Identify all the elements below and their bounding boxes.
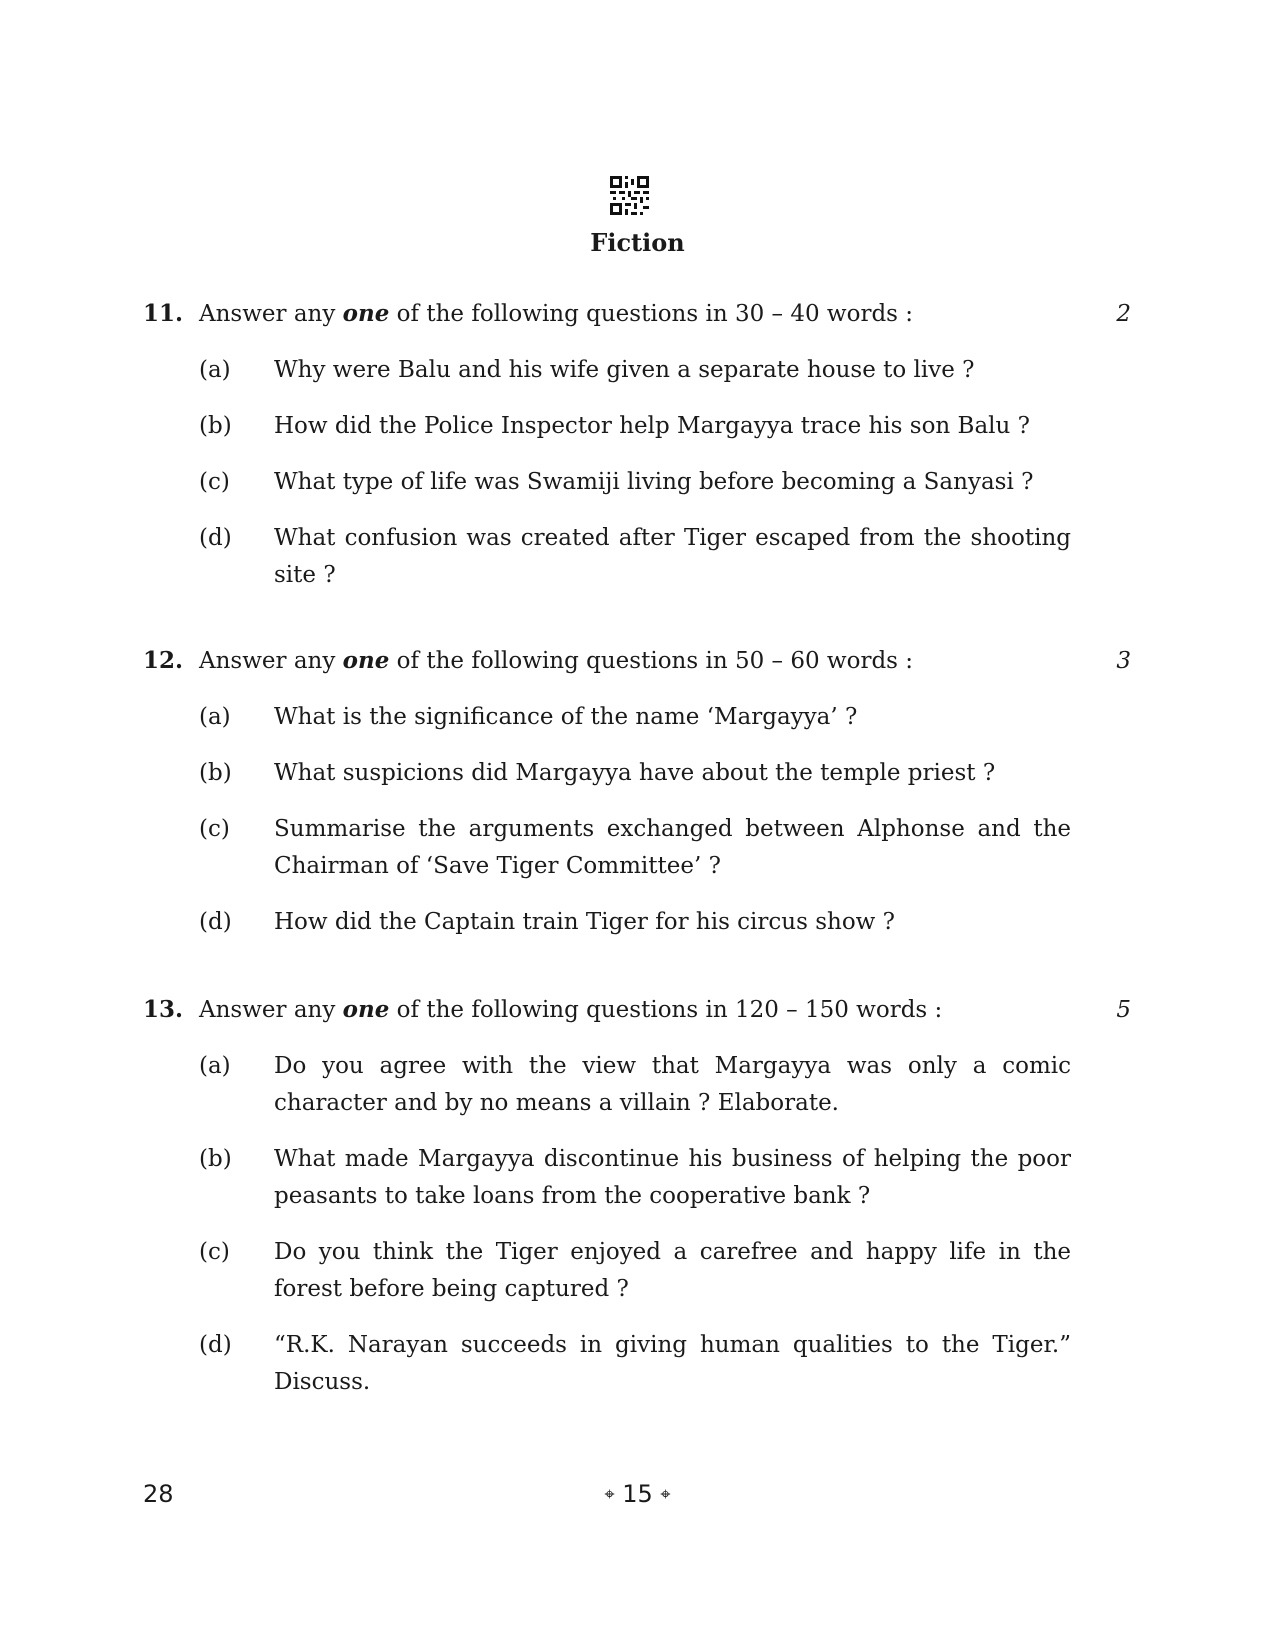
option-text: Do you agree with the view that Margayya was only a comic character and by no means a villain ? Elaborate. (274, 1053, 1071, 1116)
option-c (143, 1234, 1131, 1308)
option-text: What is the significance of the name ‘Margayya’ ? (274, 704, 858, 730)
option-c (143, 464, 1131, 501)
question-12 (143, 645, 1131, 960)
paper-code: 28 (143, 1480, 174, 1508)
question-13 (143, 994, 1131, 1420)
question-11 (143, 298, 1131, 613)
question-header (143, 645, 1131, 677)
options-list (143, 1048, 1131, 1401)
option-label: (c) (199, 1239, 230, 1265)
question-number: 11. (143, 300, 184, 327)
options-list (143, 699, 1131, 941)
option-a (143, 699, 1131, 736)
ornament-right-icon: ⌖ (660, 1484, 671, 1505)
page-number: 15 (622, 1480, 653, 1508)
option-b (143, 1141, 1131, 1215)
section-title: Fiction (590, 228, 685, 257)
question-number: 13. (143, 996, 184, 1023)
option-text: What type of life was Swamiji living before becoming a Sanyasi ? (274, 469, 1034, 495)
option-label: (a) (199, 704, 231, 730)
option-text: What confusion was created after Tiger escaped from the shooting site ? (274, 525, 1071, 588)
option-a (143, 1048, 1131, 1122)
option-label: (b) (199, 413, 232, 439)
option-a (143, 352, 1131, 389)
option-label: (b) (199, 1146, 232, 1172)
question-marks: 3 (1116, 648, 1131, 674)
ornament-left-icon: ⌖ (604, 1484, 615, 1505)
option-d (143, 520, 1131, 594)
option-label: (d) (199, 1332, 232, 1358)
option-d (143, 904, 1131, 941)
option-text: How did the Police Inspector help Margayya trace his son Balu ? (274, 413, 1030, 439)
option-text: Do you think the Tiger enjoyed a carefree and happy life in the forest before being captured ? (274, 1239, 1071, 1302)
option-text: How did the Captain train Tiger for his circus show ? (274, 909, 896, 935)
qr-code-icon (610, 176, 649, 215)
page-number-footer (0, 1480, 1275, 1508)
option-b (143, 408, 1131, 445)
option-label: (c) (199, 469, 230, 495)
option-label: (a) (199, 357, 231, 383)
question-instruction: Answer any one of the following questions in 30 – 40 words : (199, 300, 914, 327)
question-marks: 5 (1116, 997, 1131, 1023)
option-text: Why were Balu and his wife given a separate house to live ? (274, 357, 975, 383)
option-c (143, 811, 1131, 885)
question-instruction: Answer any one of the following questions in 120 – 150 words : (199, 996, 943, 1023)
option-text: Summarise the arguments exchanged between Alphonse and the Chairman of ‘Save Tiger Committee’ ? (274, 816, 1071, 879)
option-text: What suspicions did Margayya have about the temple priest ? (274, 760, 996, 786)
option-label: (b) (199, 760, 232, 786)
question-instruction: Answer any one of the following questions in 50 – 60 words : (199, 647, 914, 674)
option-d (143, 1327, 1131, 1401)
option-text: What made Margayya discontinue his business of helping the poor peasants to take loans from the cooperative bank ? (274, 1146, 1071, 1209)
question-marks: 2 (1116, 301, 1131, 327)
question-header (143, 298, 1131, 330)
question-number: 12. (143, 647, 184, 674)
option-label: (d) (199, 525, 232, 551)
option-label: (c) (199, 816, 230, 842)
option-label: (a) (199, 1053, 231, 1079)
option-b (143, 755, 1131, 792)
option-text: “R.K. Narayan succeeds in giving human qualities to the Tiger.” Discuss. (274, 1332, 1071, 1395)
option-label: (d) (199, 909, 232, 935)
question-header (143, 994, 1131, 1026)
options-list (143, 352, 1131, 594)
